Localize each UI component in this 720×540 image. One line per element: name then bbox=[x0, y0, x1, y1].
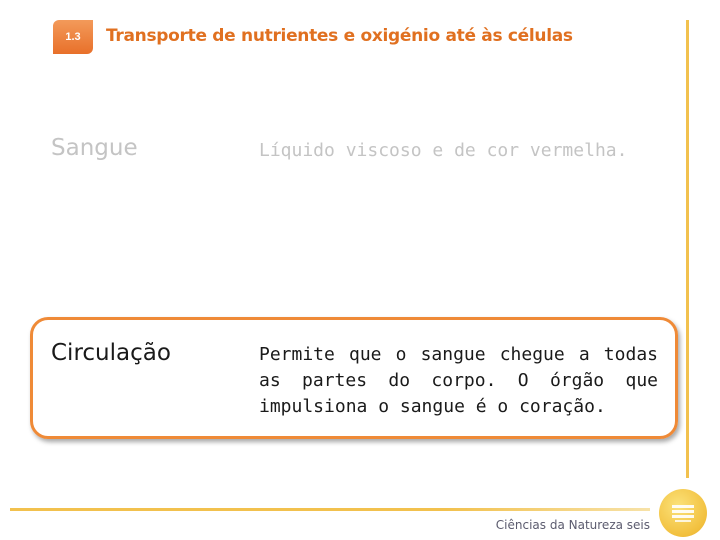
slide-title: Transporte de nutrientes e oxigénio até às células bbox=[106, 26, 573, 46]
definition-circulacao: Permite que o sangue chegue a todas as partes do corpo. O órgão que impulsiona o sangue é o coração. bbox=[259, 344, 658, 417]
section-number-badge bbox=[53, 20, 93, 54]
term-circulacao: Circulação bbox=[51, 340, 171, 366]
definition-sangue: Líquido viscoso e de cor vermelha. bbox=[259, 140, 628, 161]
footer-caption: Ciências da Natureza seis bbox=[495, 518, 650, 532]
right-divider-line bbox=[686, 20, 689, 478]
term-sangue: Sangue bbox=[51, 135, 138, 161]
section-number: 1.3 bbox=[65, 31, 81, 43]
book-stack-icon bbox=[668, 498, 698, 528]
footer-rule bbox=[10, 508, 650, 511]
publisher-logo-icon bbox=[659, 489, 707, 537]
